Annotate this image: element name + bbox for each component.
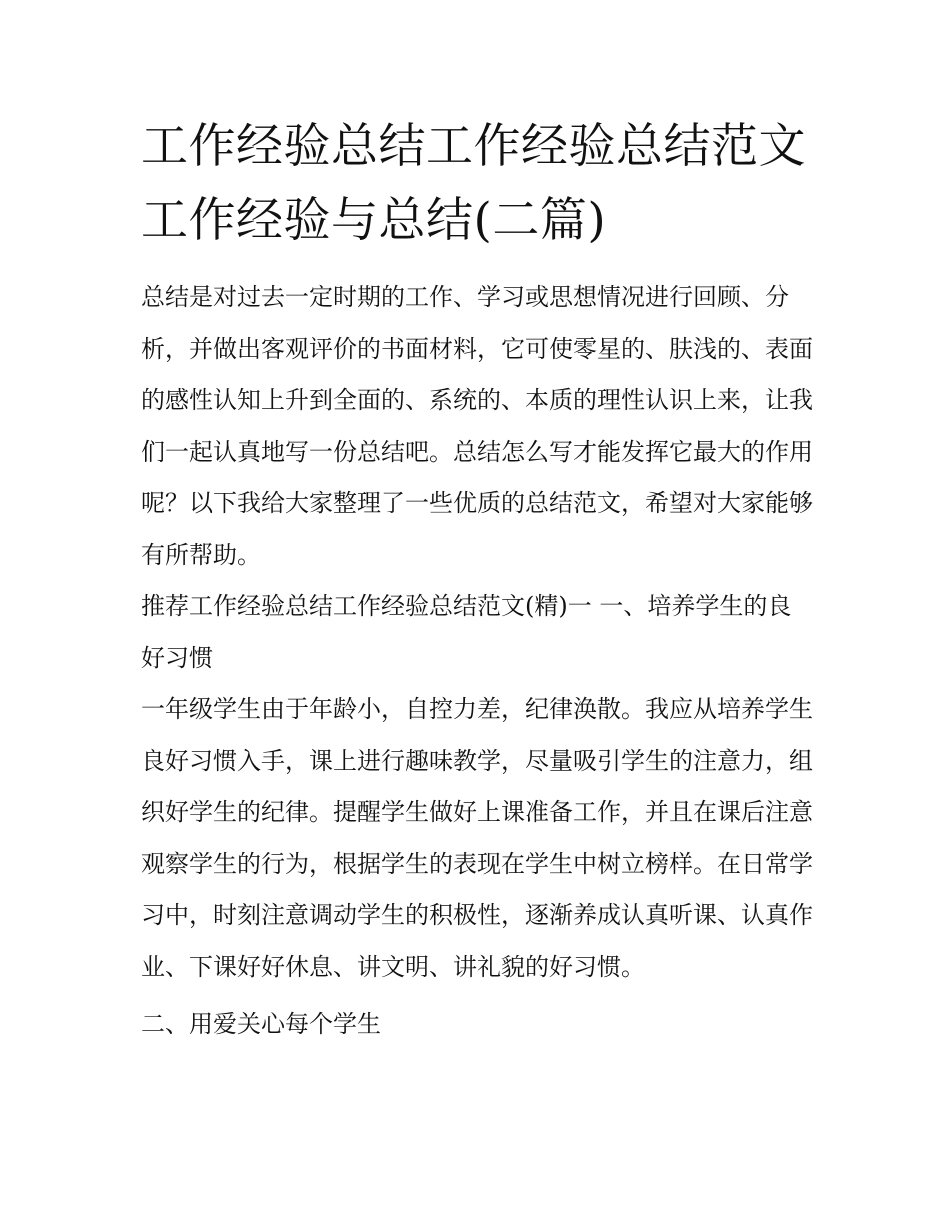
body-paragraph-1: 一年级学生由于年龄小，自控力差，纪律涣散。我应从培养学生良好习惯入手，课上进行趣味教学，尽量吸引学生的注意力，组织好学生的纪律。提醒学生做好上课准备工作，并且在课后注意观察学生的行为，根据学生的表现在学生中树立榜样。在日常学习中，时刻注意调动学生的积极性，逐渐养成认真听课、认真作业、下课好好休息、讲文明、讲礼貌的好习惯。: [141, 695, 813, 981]
intro-paragraph: 总结是对过去一定时期的工作、学习或思想情况进行回顾、分析，并做出客观评价的书面材料，它可使零星的、肤浅的、表面的感性认知上升到全面的、系统的、本质的理性认识上来，让我们一起认真地写一份总结吧。总结怎么写才能发挥它最大的作用呢？以下我给大家整理了一些优质的总结范文，希望对大家能够有所帮助。: [141, 283, 813, 569]
section-heading-1: 推荐工作经验总结工作经验总结范文(精)一 一、培养学生的良好习惯: [141, 592, 792, 672]
section-heading-2: 二、用爱关心每个学生: [141, 1010, 381, 1038]
document-body: [141, 110, 813, 1051]
document-title: 工作经验总结工作经验总结范文 工作经验与总结(二篇): [141, 119, 806, 248]
